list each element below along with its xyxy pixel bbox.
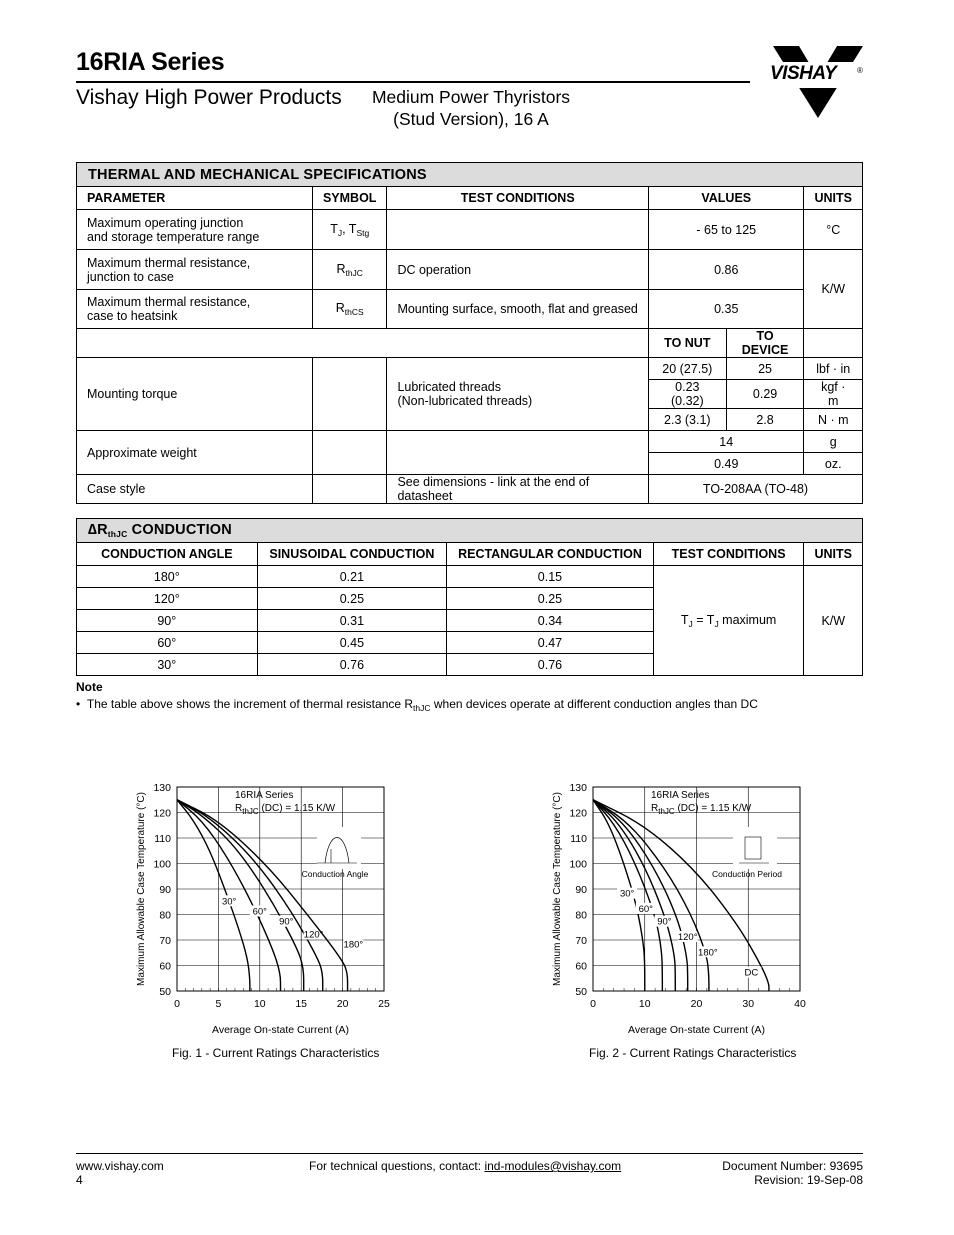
col-header-to-nut: TO NUT [649,329,727,358]
table-row [77,290,863,329]
series-label: 180° [343,939,364,951]
current-ratings-chart-1 [130,778,410,1038]
product-line-1: Medium Power Thyristors [371,87,571,107]
registered-mark: ® [857,66,863,75]
value-cell: - 65 to 125 [649,210,804,250]
condition-cell [387,210,649,250]
revision-date: Revision: 19-Sep-08 [754,1173,863,1187]
condition-cell: Lubricated threads (Non-lubricated threads) [387,358,649,431]
condition-cell: DC operation [387,250,649,290]
series-label: 30° [221,896,237,908]
series-label: 60° [638,903,653,915]
value-cell: 0.49 [649,453,804,475]
param-cell: Maximum thermal resistance, case to heatsink [77,290,313,329]
angle-cell: 180° [77,566,258,588]
test-condition-cell: $T_J = T_J$ maximum [653,566,804,676]
page-number: 4 [76,1173,83,1187]
value-cell: TO-208AA (TO-48) [649,475,863,504]
x-tick-label: 0 [174,998,180,1010]
param-cell: Mounting torque [77,358,313,431]
x-tick-label: 20 [336,998,349,1010]
y-tick-label: 50 [159,986,171,998]
value-cell: 14 [649,431,804,453]
value-cell: 25 [726,358,804,380]
header-rule [76,81,750,83]
unit-cell: N · m [804,409,863,431]
col-header-units: UNITS [804,543,863,566]
x-axis-label: Average On-state Current (A) [628,1024,765,1036]
condition-cell [387,431,649,475]
inset-label: Conduction Period [712,869,782,879]
rect-cell: 0.47 [447,632,654,654]
col-header-test-conditions: TEST CONDITIONS [653,543,804,566]
param-cell: Approximate weight [77,431,313,475]
x-tick-label: 30 [742,998,755,1010]
symbol-cell: $R_{thCS}$ [312,290,386,329]
table-row [77,475,863,504]
x-tick-label: 0 [590,998,596,1010]
y-tick-label: 120 [153,807,171,820]
y-axis-label: Maximum Allowable Case Temperature (°C) [552,792,563,986]
value-cell: 0.23 (0.32) [649,380,727,409]
unit-cell: oz. [804,453,863,475]
unit-cell: K/W [804,566,863,676]
table-row [77,566,863,588]
y-tick-label: 110 [154,833,171,845]
table-row [77,431,863,453]
sin-cell: 0.21 [257,566,447,588]
sin-cell: 0.25 [257,588,447,610]
logo-text: VISHAY [770,63,837,84]
y-tick-label: 100 [153,858,171,871]
brand-line: Vishay High Power Products [76,86,342,109]
sin-cell: 0.31 [257,610,447,632]
value-cell: 2.8 [726,409,804,431]
inset-label: Conduction Angle [301,869,369,879]
rect-cell: 0.34 [447,610,654,632]
y-tick-label: 100 [569,858,587,871]
y-tick-label: 90 [575,884,587,896]
y-tick-label: 70 [575,935,587,947]
y-tick-label: 130 [153,782,171,794]
table-row [77,250,863,290]
y-tick-label: 80 [159,909,171,922]
param-cell: Case style [77,475,313,504]
sin-cell: 0.76 [257,654,447,676]
vishay-logo [768,44,868,120]
angle-cell: 120° [77,588,258,610]
footer-rule [76,1153,863,1154]
y-tick-label: 120 [569,807,587,820]
col-header-parameter: PARAMETER [77,187,313,210]
figure-2-caption: Fig. 2 - Current Ratings Characteristics [589,1046,797,1060]
x-axis-label: Average On-state Current (A) [212,1024,349,1036]
footer-contact: For technical questions, contact: ind-modules@vishay.com [309,1159,622,1173]
series-label: 180° [698,947,718,959]
footer-left [76,1159,164,1187]
condition-cell: See dimensions - link at the end of datasheet [387,475,649,504]
series-name-label: 16RIA Series [651,790,710,801]
y-tick-label: 60 [575,960,587,973]
table-row [77,210,863,250]
unit-cell: g [804,431,863,453]
param-cell: Maximum thermal resistance, junction to case [77,250,313,290]
product-line-2: (Stud Version), 16 A [393,109,549,129]
col-header-values: VALUES [649,187,804,210]
unit-cell: K/W [804,250,863,329]
rect-cell: 0.76 [447,654,654,676]
rect-cell: 0.15 [447,566,654,588]
note-title: Note [76,680,103,694]
table-banner: $\Delta R_{thJC}$ CONDUCTION [77,519,863,543]
angle-cell: 90° [77,610,258,632]
angle-cell: 60° [77,632,258,654]
product-description [365,86,577,130]
note-text: • The table above shows the increment of thermal resistance $R_{thJC}$ when devices operate at different conduction angles than DC [76,697,758,713]
sin-cell: 0.45 [257,632,447,654]
table-banner: THERMAL AND MECHANICAL SPECIFICATIONS [77,163,863,187]
x-tick-label: 10 [638,998,651,1010]
symbol-cell [312,358,386,431]
param-cell: Maximum operating junction and storage temperature range [77,210,313,250]
col-header-rectangular: RECTANGULAR CONDUCTION [447,543,654,566]
series-label: 90° [279,916,294,928]
series-name-label: 16RIA Series [235,790,294,801]
col-header-conduction-angle: CONDUCTION ANGLE [77,543,258,566]
series-line [177,800,323,991]
x-tick-label: 15 [295,998,308,1010]
series-line [593,800,688,991]
conduction-waveform-icon [733,827,777,869]
symbol-cell: $R_{thJC}$ [312,250,386,290]
current-ratings-chart-2 [546,778,826,1038]
table-row [77,358,863,380]
rthjc-label: $R_{thJC}$ (DC) = 1.15 K/W [235,803,336,816]
series-label: 60° [252,906,267,918]
y-tick-label: 60 [159,960,171,973]
unit-cell: kgf · m [804,380,863,409]
series-line [177,800,304,991]
x-tick-label: 40 [794,998,806,1010]
figure-1-caption: Fig. 1 - Current Ratings Characteristics [172,1046,380,1060]
symbol-cell: $T_J$, $T_{Stg}$ [312,210,386,250]
value-cell: 20 (27.5) [649,358,727,380]
symbol-cell [312,475,386,504]
col-header-test-conditions: TEST CONDITIONS [387,187,649,210]
series-label: 120° [303,929,324,941]
rthjc-label: $R_{thJC}$ (DC) = 1.15 K/W [651,803,752,816]
y-tick-label: 80 [575,909,587,922]
y-tick-label: 50 [575,986,587,998]
condition-cell: Mounting surface, smooth, flat and greased [387,290,649,329]
table-row [77,329,863,358]
y-tick-label: 130 [569,782,587,794]
y-tick-label: 90 [159,884,171,896]
series-label: DC [744,967,759,979]
contact-email-link[interactable]: ind-modules@vishay.com [484,1159,622,1173]
col-header-to-device: TO DEVICE [726,329,804,358]
x-tick-label: 5 [215,998,222,1010]
x-tick-label: 25 [378,998,390,1010]
x-tick-label: 10 [253,998,266,1010]
symbol-cell [312,431,386,475]
conduction-waveform-icon [317,827,361,869]
y-axis-label: Maximum Allowable Case Temperature (°C) [136,792,147,986]
value-cell: 0.86 [649,250,804,290]
series-label: 120° [677,932,698,943]
x-tick-label: 20 [690,998,703,1010]
unit-cell: °C [804,210,863,250]
thermal-mechanical-table [76,162,863,504]
col-header-units: UNITS [804,187,863,210]
conduction-table [76,518,863,676]
col-header-symbol: SYMBOL [312,187,386,210]
website-link[interactable]: www.vishay.com [76,1159,164,1173]
value-cell: 2.3 (3.1) [649,409,727,431]
angle-cell: 30° [77,654,258,676]
series-label: 30° [619,888,635,900]
document-title: 16RIA Series [76,48,225,76]
value-cell: 0.35 [649,290,804,329]
col-header-sinusoidal: SINUSOIDAL CONDUCTION [257,543,447,566]
y-tick-label: 110 [570,833,587,845]
document-number: Document Number: 93695 [722,1159,863,1173]
series-label: 90° [657,916,672,928]
rect-cell: 0.25 [447,588,654,610]
value-cell: 0.29 [726,380,804,409]
y-tick-label: 70 [159,935,171,947]
footer-right [722,1159,863,1187]
unit-cell: lbf · in [804,358,863,380]
